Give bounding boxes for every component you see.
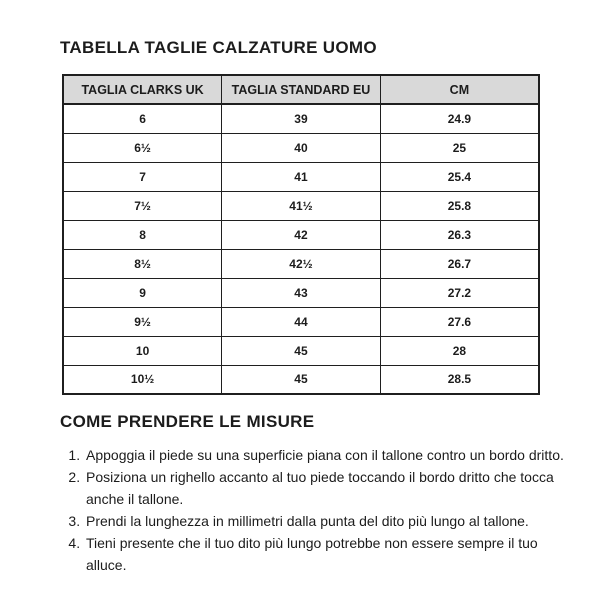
size-table-cell: 28.5 [380,365,539,394]
size-table-row [63,307,539,336]
size-table-row [63,278,539,307]
size-table-cell: 8 [63,220,222,249]
measure-step-item: 2. Posiziona un righello accanto al tuo piede toccando il bordo dritto che tocca anche il tallone. [84,466,576,510]
measure-step-item: 1. Appoggia il piede su una superficie piana con il tallone contro un bordo dritto. [84,444,576,466]
size-table-cell: 10½ [63,365,222,394]
header-cell-eu: TAGLIA STANDARD EU [222,75,381,104]
size-table-cell: 26.7 [380,249,539,278]
size-table-cell: 25 [380,133,539,162]
size-table-cell: 42½ [222,249,381,278]
size-table-cell: 25.8 [380,191,539,220]
size-table-cell: 40 [222,133,381,162]
size-table-cell: 24.9 [380,104,539,133]
size-table [62,74,540,395]
size-table-cell: 7½ [63,191,222,220]
size-table-cell: 26.3 [380,220,539,249]
size-table-cell: 44 [222,307,381,336]
size-table-cell: 7 [63,162,222,191]
size-table-row [63,220,539,249]
size-table-cell: 43 [222,278,381,307]
size-table-row [63,249,539,278]
size-table-header [63,75,539,104]
size-table-cell: 6 [63,104,222,133]
size-table-cell: 42 [222,220,381,249]
measure-steps-list [84,444,576,576]
size-table-row [63,365,539,394]
size-table-cell: 27.2 [380,278,539,307]
size-table-row [63,104,539,133]
size-table-row [63,133,539,162]
size-table-cell: 28 [380,336,539,365]
size-table-cell: 25.4 [380,162,539,191]
size-table-cell: 41 [222,162,381,191]
header-cell-cm: CM [380,75,539,104]
page-title: TABELLA TAGLIE CALZATURE UOMO [60,38,377,57]
size-table-row [63,162,539,191]
size-table-cell: 41½ [222,191,381,220]
header-row [63,75,539,104]
size-table-cell: 27.6 [380,307,539,336]
size-table-cell: 45 [222,365,381,394]
size-table-row [63,336,539,365]
size-table-cell: 9½ [63,307,222,336]
size-table-cell: 6½ [63,133,222,162]
size-table-body [63,104,539,394]
size-table-cell: 45 [222,336,381,365]
measure-step-item: 4. Tieni presente che il tuo dito più lungo potrebbe non essere sempre il tuo alluce. [84,532,576,576]
size-table-row [63,191,539,220]
size-table-cell: 39 [222,104,381,133]
measure-section-heading: COME PRENDERE LE MISURE [60,412,315,431]
size-table-cell: 9 [63,278,222,307]
size-table-cell: 10 [63,336,222,365]
header-cell-uk: TAGLIA CLARKS UK [63,75,222,104]
measure-step-item: 3. Prendi la lunghezza in millimetri dalla punta del dito più lungo al tallone. [84,510,576,532]
size-table-cell: 8½ [63,249,222,278]
